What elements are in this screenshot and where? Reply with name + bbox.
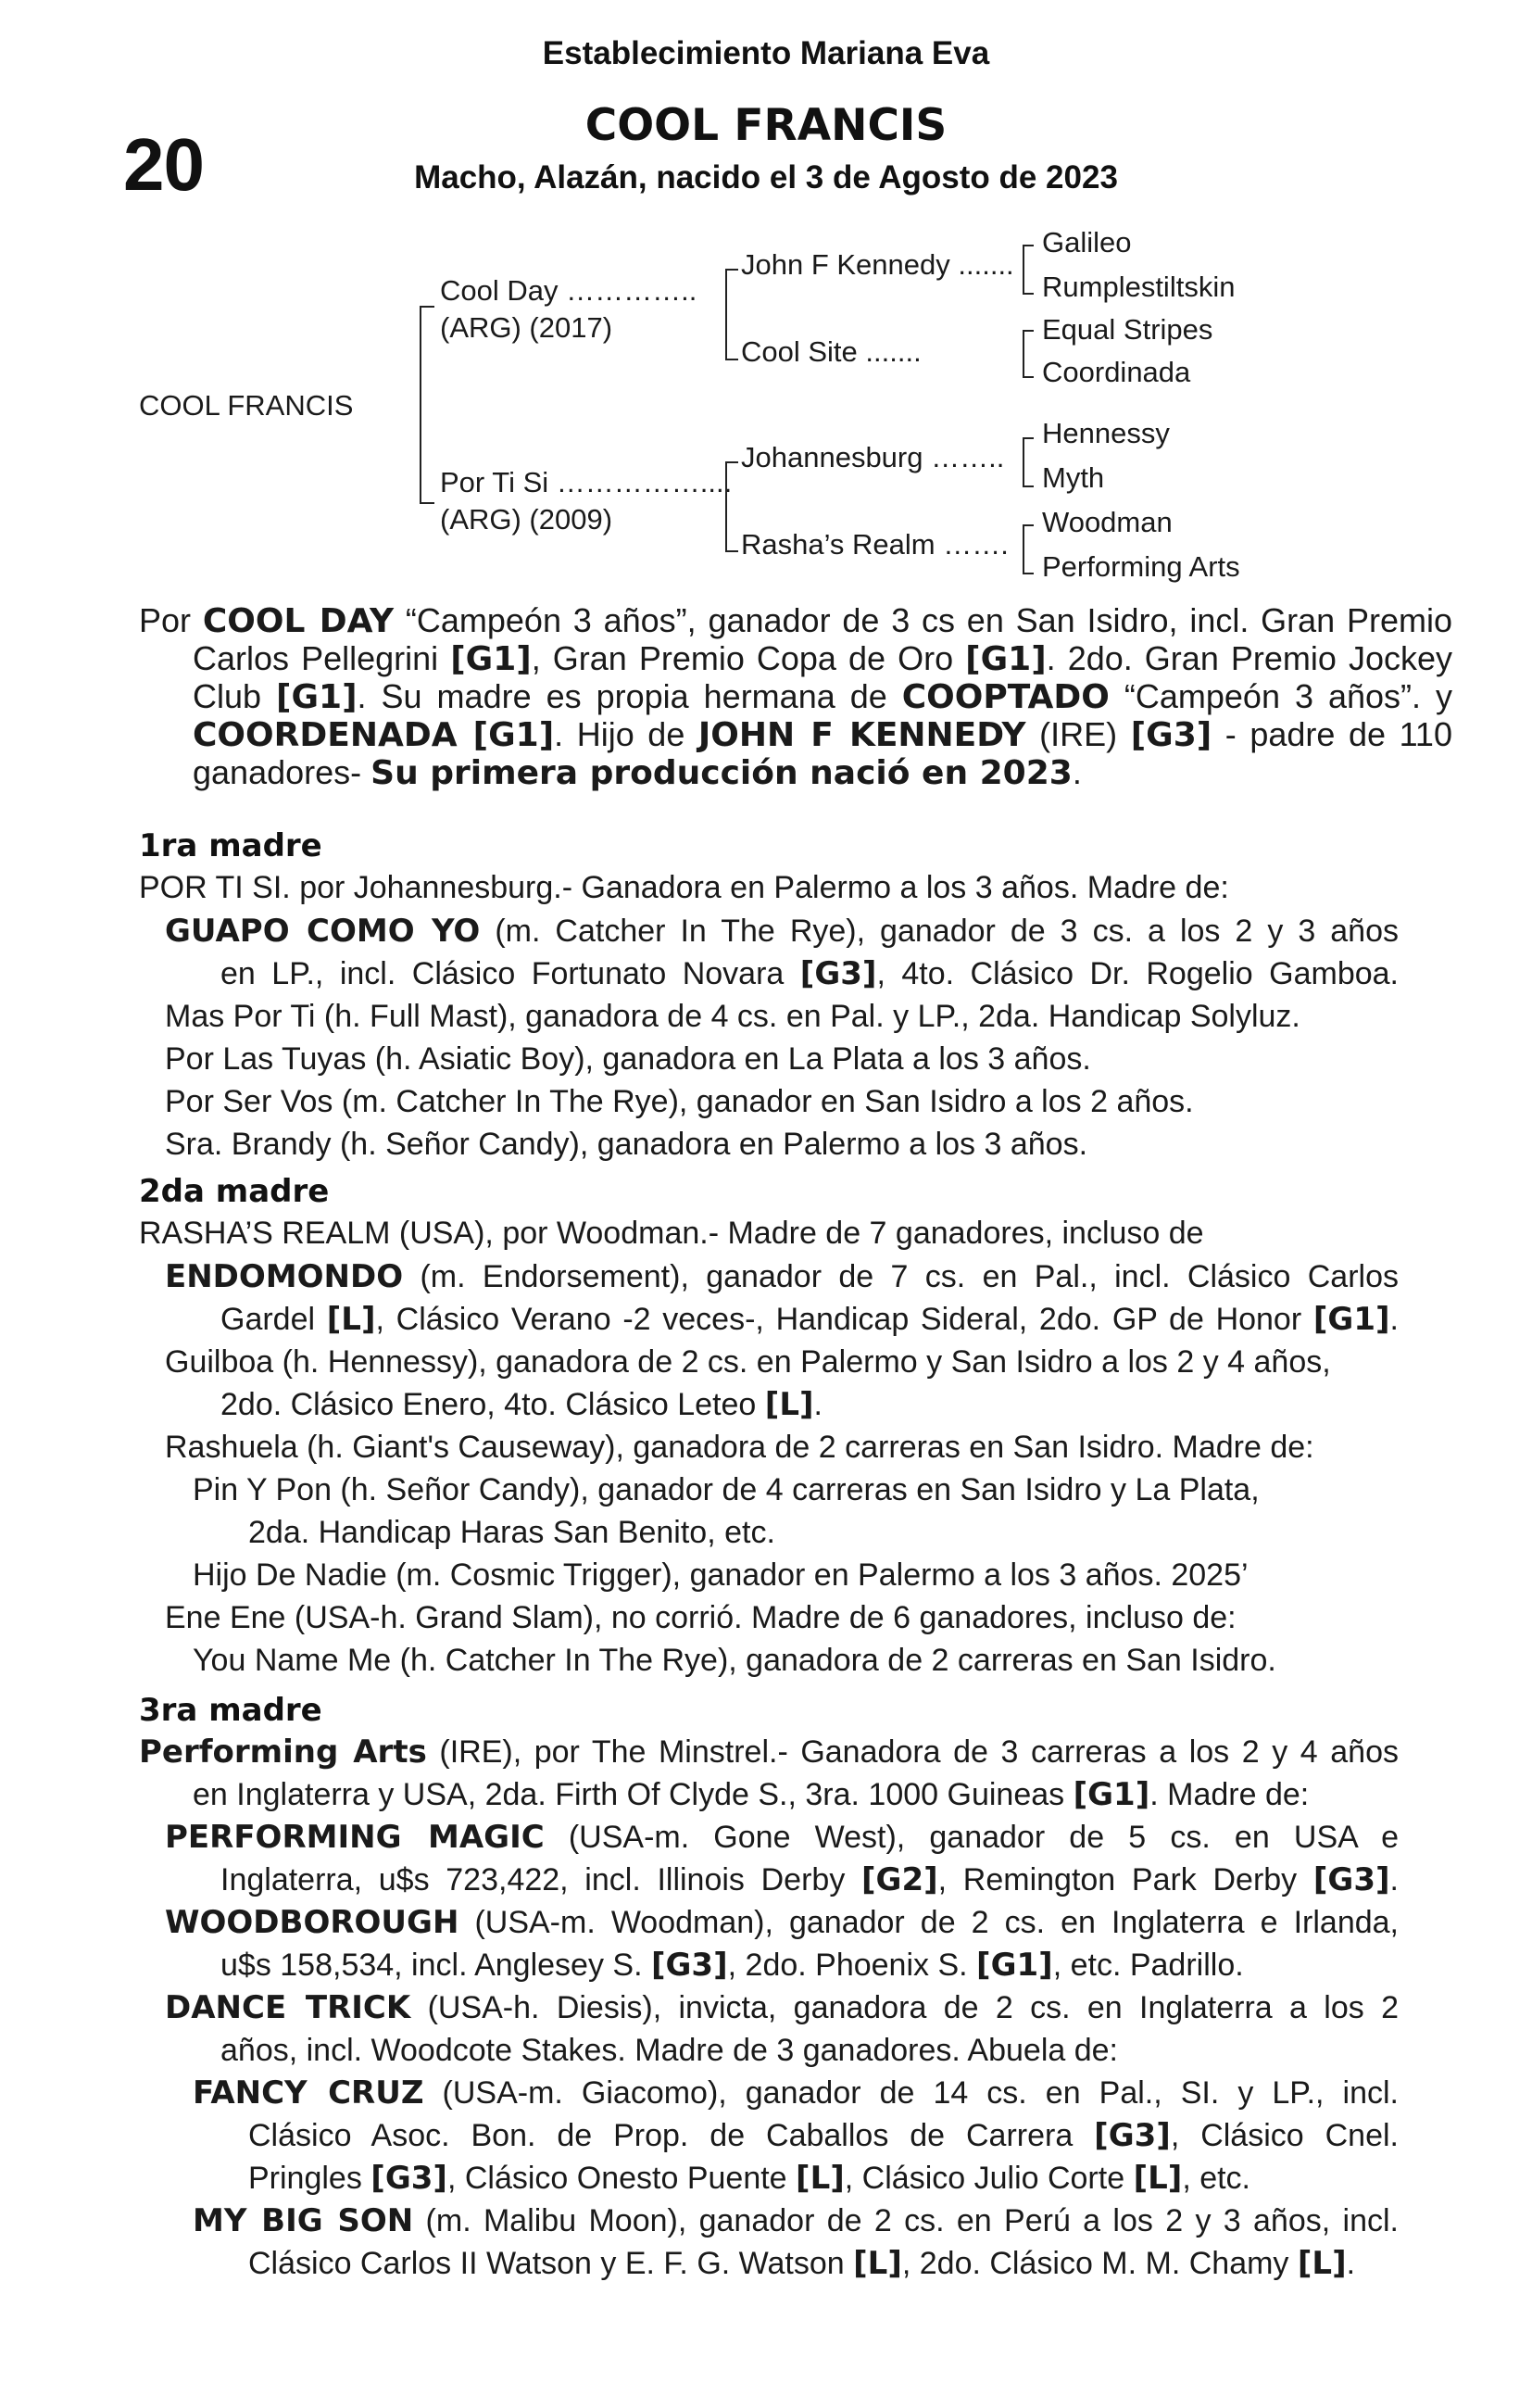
second-dam-produce-line: 2da. Handicap Haras San Benito, etc. <box>248 1515 775 1550</box>
second-dam-produce-line: Guilboa (h. Hennessy), ganadora de 2 cs. en Palermo y San Isidro a los 2 y 4 años, <box>165 1344 1331 1380</box>
pedigree-bracket-parents <box>420 306 434 504</box>
third-dam-line: MY BIG SON (m. Malibu Moon), ganador de 2 cs. en Perú a los 2 y 3 años, incl. <box>193 2202 1399 2239</box>
second-dam-heading: 2da madre <box>139 1173 330 1210</box>
third-dam-line: WOODBOROUGH (USA-m. Woodman), ganador de 2 cs. en Inglaterra e Irlanda, <box>165 1904 1399 1941</box>
pedigree-bracket-ggp4 <box>1023 524 1034 574</box>
pedigree-subject: COOL FRANCIS <box>139 389 354 422</box>
first-dam-produce-line: Por Las Tuyas (h. Asiatic Boy), ganadora en La Plata a los 3 años. <box>165 1041 1091 1077</box>
pedigree-bracket-sire <box>725 269 738 360</box>
first-dam-produce-line: Mas Por Ti (h. Full Mast), ganadora de 4 cs. en Pal. y LP., 2da. Handicap Solyluz. <box>165 999 1300 1034</box>
pedigree-bracket-ggp2 <box>1023 330 1034 378</box>
pedigree-ggp-equal-stripes: Equal Stripes <box>1042 313 1213 346</box>
third-dam-line: Performing Arts (IRE), por The Minstrel.- Ganadora de 3 carreras a los 2 y 4 años <box>139 1734 1399 1771</box>
second-dam-produce-line: Ene Ene (USA-h. Grand Slam), no corrió. Madre de 6 ganadores, incluso de: <box>165 1600 1237 1635</box>
pedigree-bracket-dam <box>725 461 738 552</box>
pedigree-sire: Cool Day ………….. <box>440 274 697 307</box>
third-dam-line: Pringles [G3], Clásico Onesto Puente [L], Clásico Julio Corte [L], etc. <box>248 2160 1251 2197</box>
second-dam-produce-line: Hijo De Nadie (m. Cosmic Trigger), ganador en Palermo a los 3 años. 2025’ <box>193 1557 1249 1593</box>
first-dam-produce-line: en LP., incl. Clásico Fortunato Novara [G3], 4to. Clásico Dr. Rogelio Gamboa. <box>220 955 1399 992</box>
pedigree-dam: Por Ti Si …………….... <box>440 466 733 498</box>
third-dam-line: DANCE TRICK (USA-h. Diesis), invicta, ganadora de 2 cs. en Inglaterra a los 2 <box>165 1989 1399 2026</box>
third-dam-line: Clásico Asoc. Bon. de Prop. de Caballos de Carrera [G3], Clásico Cnel. <box>248 2117 1399 2154</box>
third-dam-line: u$s 158,534, incl. Anglesey S. [G3], 2do. Phoenix S. [G1], etc. Padrillo. <box>220 1947 1244 1984</box>
third-dam-line: PERFORMING MAGIC (USA-m. Gone West), ganador de 5 cs. en USA e <box>165 1819 1399 1856</box>
third-dam-line: Clásico Carlos II Watson y E. F. G. Watson [L], 2do. Clásico M. M. Chamy [L]. <box>248 2245 1356 2282</box>
second-dam-intro: RASHA’S REALM (USA), por Woodman.- Madre de 7 ganadores, incluso de <box>139 1216 1204 1251</box>
pedigree-ggp-hennessy: Hennessy <box>1042 417 1170 449</box>
pedigree-bracket-ggp3 <box>1023 437 1034 487</box>
lot-number: 20 <box>123 123 204 206</box>
pedigree-ggp-woodman: Woodman <box>1042 506 1173 538</box>
horse-name-title: COOL FRANCIS <box>584 100 948 151</box>
second-dam-produce-line: You Name Me (h. Catcher In The Rye), ganadora de 2 carreras en San Isidro. <box>193 1643 1276 1678</box>
first-dam-intro: POR TI SI. por Johannesburg.- Ganadora en Palermo a los 3 años. Madre de: <box>139 870 1229 905</box>
third-dam-line: en Inglaterra y USA, 2da. Firth Of Clyde S., 3ra. 1000 Guineas [G1]. Madre de: <box>193 1776 1310 1813</box>
first-dam-heading: 1ra madre <box>139 827 322 864</box>
pedigree-bracket-ggp1 <box>1023 245 1034 295</box>
first-dam-produce-line: GUAPO COMO YO (m. Catcher In The Rye), ganador de 3 cs. a los 2 y 3 años <box>165 913 1399 950</box>
pedigree-dam-dam: Rasha’s Realm ……. <box>741 528 1009 561</box>
pedigree-ggp-galileo: Galileo <box>1042 226 1132 258</box>
pedigree-ggp-myth: Myth <box>1042 461 1105 494</box>
pedigree-sire-origin: (ARG) (2017) <box>440 311 613 344</box>
third-dam-line: años, incl. Woodcote Stakes. Madre de 3 ganadores. Abuela de: <box>220 2033 1118 2068</box>
pedigree-dam-origin: (ARG) (2009) <box>440 503 613 536</box>
pedigree-ggp-performing-arts: Performing Arts <box>1042 550 1240 583</box>
pedigree-dam-sire: Johannesburg …….. <box>741 441 1005 473</box>
horse-subtitle: Macho, Alazán, nacido el 3 de Agosto de 2023 <box>414 159 1118 195</box>
pedigree-sire-sire: John F Kennedy ....... <box>741 248 1014 281</box>
second-dam-produce-line: ENDOMONDO (m. Endorsement), ganador de 7 cs. en Pal., incl. Clásico Carlos <box>165 1258 1399 1295</box>
pedigree-ggp-coordinada: Coordinada <box>1042 356 1191 388</box>
establishment-name: Establecimiento Mariana Eva <box>542 35 990 71</box>
third-dam-heading: 3ra madre <box>139 1692 322 1729</box>
second-dam-produce-line: Pin Y Pon (h. Señor Candy), ganador de 4 carreras en San Isidro y La Plata, <box>193 1472 1260 1507</box>
first-dam-produce-line: Por Ser Vos (m. Catcher In The Rye), ganador en San Isidro a los 2 años. <box>165 1084 1194 1119</box>
third-dam-line: FANCY CRUZ (USA-m. Giacomo), ganador de 14 cs. en Pal., SI. y LP., incl. <box>193 2074 1399 2112</box>
second-dam-produce-line: Rashuela (h. Giant's Causeway), ganadora de 2 carreras en San Isidro. Madre de: <box>165 1430 1314 1465</box>
pedigree-ggp-rumplestiltskin: Rumplestiltskin <box>1042 271 1236 303</box>
pedigree-sire-dam: Cool Site ....... <box>741 335 922 368</box>
sire-description: Por COOL DAY “Campeón 3 años”, ganador de 3 cs en San Isidro, incl. Gran Premio Carlos Pellegrini [G1], Gran Premio Copa de Oro [G1]. 2do. Gran Premio Jockey Club [G1]. Su madre es propia hermana de COOPTADO “Campeón 3 años”. y COORDENADA [G1]. Hijo de JOHN F KENNEDY (IRE) [G3] - padre de 110 ganadores- Su primera producción nació en 2023. <box>139 601 1453 792</box>
first-dam-produce-line: Sra. Brandy (h. Señor Candy), ganadora en Palermo a los 3 años. <box>165 1127 1088 1162</box>
second-dam-produce-line: 2do. Clásico Enero, 4to. Clásico Leteo [L]. <box>220 1386 823 1423</box>
third-dam-line: Inglaterra, u$s 723,422, incl. Illinois Derby [G2], Remington Park Derby [G3]. <box>220 1861 1399 1898</box>
second-dam-produce-line: Gardel [L], Clásico Verano -2 veces-, Handicap Sideral, 2do. GP de Honor [G1]. <box>220 1301 1399 1338</box>
